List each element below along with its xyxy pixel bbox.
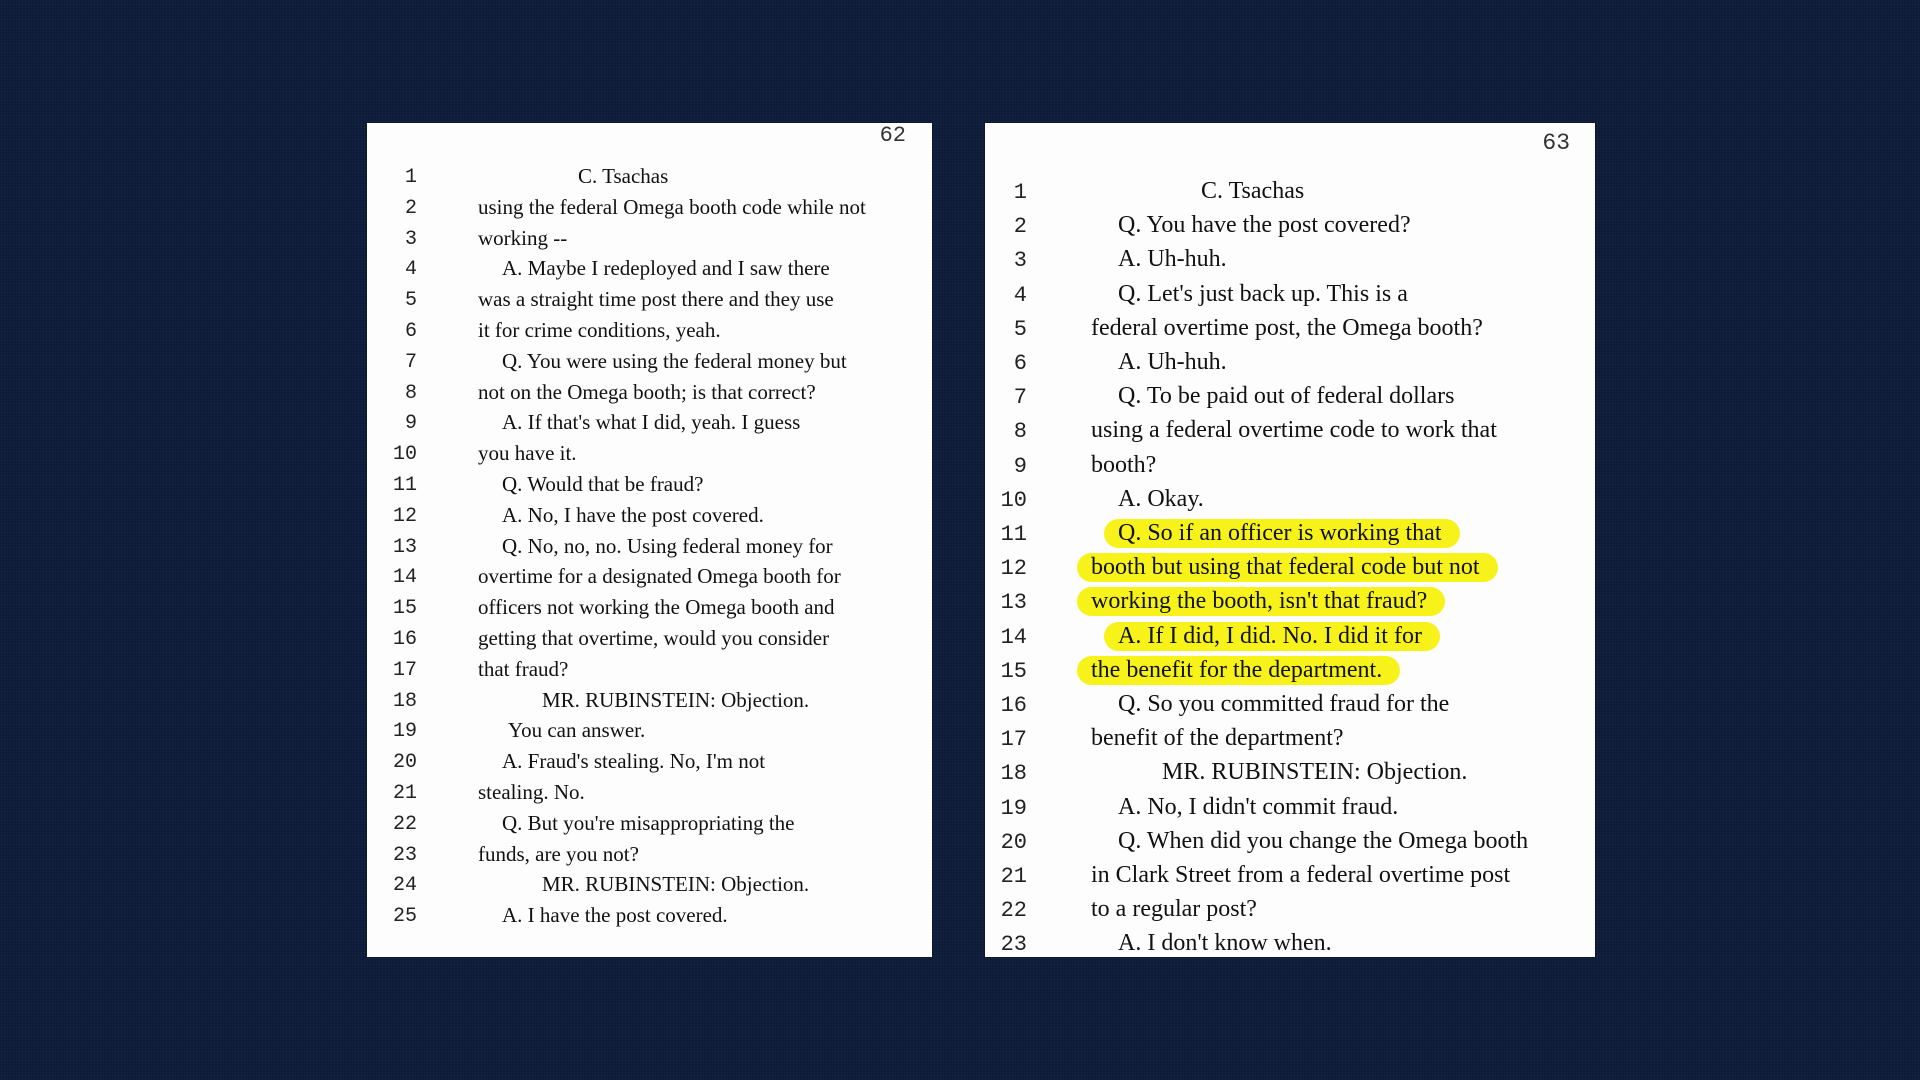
transcript-line	[367, 503, 932, 534]
transcript-line	[367, 688, 932, 719]
line-text	[1091, 930, 1332, 957]
line-number: 20	[1000, 829, 1027, 855]
transcript-line	[367, 287, 932, 318]
line-text	[478, 318, 721, 343]
transcript-line	[367, 226, 932, 257]
line-number: 18	[1000, 761, 1027, 787]
line-text	[478, 780, 585, 805]
text: you have it.	[478, 441, 577, 466]
line-text	[1091, 417, 1497, 444]
transcript-line	[985, 930, 1595, 957]
transcript-line	[367, 811, 932, 842]
transcript-line	[367, 903, 932, 934]
line-number: 1	[1013, 180, 1027, 205]
text: C. Tsachas	[1201, 178, 1305, 204]
text: Q. You were using the federal money but	[502, 348, 847, 373]
line-number: 19	[392, 720, 417, 744]
transcript-line	[985, 486, 1595, 520]
line-text	[478, 503, 764, 528]
line-number: 10	[392, 443, 417, 467]
line-text	[1091, 315, 1483, 342]
transcript-line	[985, 725, 1595, 759]
text: funds, are you not?	[478, 841, 639, 866]
line-text	[1091, 520, 1460, 547]
line-text	[478, 657, 568, 682]
line-number: 7	[404, 350, 417, 374]
line-number: 11	[392, 474, 417, 497]
line-number: 7	[1013, 385, 1027, 411]
transcript-line	[985, 520, 1595, 554]
transcript-line	[985, 383, 1595, 417]
text: not on the Omega booth; is that correct?	[478, 379, 816, 404]
highlighted-text: A. If I did, I did. No. I did it for	[1104, 622, 1440, 651]
text: Q. To be paid out of federal dollars	[1118, 383, 1455, 410]
transcript-line	[985, 349, 1595, 383]
line-number: 22	[392, 812, 417, 836]
text: benefit of the department?	[1091, 725, 1344, 752]
transcript-line	[985, 178, 1595, 212]
text: MR. RUBINSTEIN: Objection.	[1162, 759, 1468, 786]
line-text	[1091, 896, 1257, 923]
transcript-line	[367, 318, 932, 349]
text: in Clark Street from a federal overtime post	[1091, 862, 1511, 888]
line-text	[1091, 178, 1304, 205]
line-number: 4	[1013, 282, 1027, 308]
highlighted-text: Q. So if an officer is working that	[1104, 519, 1460, 548]
line-text	[478, 349, 847, 374]
line-number: 17	[392, 658, 417, 682]
line-text	[1091, 281, 1408, 308]
transcript-page-63	[985, 123, 1595, 957]
line-number: 13	[392, 535, 417, 559]
line-text	[1091, 383, 1454, 410]
text: A. I have the post covered.	[502, 903, 728, 928]
transcript-line	[367, 780, 932, 811]
transcript-line	[985, 315, 1595, 349]
transcript-line	[985, 691, 1595, 725]
text: A. No, I didn't commit fraud.	[1118, 793, 1399, 820]
line-number: 21	[1000, 864, 1027, 889]
text: You can answer.	[508, 718, 646, 743]
text: Q. So you committed fraud for the	[1118, 691, 1450, 717]
line-number: 5	[404, 289, 417, 313]
transcript-line	[367, 626, 932, 657]
line-number: 18	[392, 689, 417, 713]
transcript-line	[367, 749, 932, 780]
text: working --	[478, 225, 568, 250]
text: overtime for a designated Omega booth for	[478, 564, 841, 589]
text: federal overtime post, the Omega booth?	[1091, 314, 1483, 341]
transcript-line	[367, 595, 932, 626]
line-number: 9	[404, 412, 417, 436]
line-number: 24	[392, 874, 417, 898]
text: A. Uh-huh.	[1118, 246, 1227, 273]
line-number: 14	[1000, 624, 1027, 650]
line-text	[478, 410, 800, 435]
line-text	[478, 287, 834, 312]
transcript-line	[985, 246, 1595, 280]
line-text	[1091, 349, 1227, 376]
highlighted-text: the benefit for the department.	[1077, 656, 1400, 685]
transcript-line	[367, 534, 932, 565]
transcript-line	[985, 281, 1595, 315]
line-text	[478, 380, 816, 405]
line-number: 14	[392, 566, 417, 590]
transcript-line	[367, 564, 932, 595]
text: using the federal Omega booth code while not	[478, 194, 866, 219]
line-text	[1091, 554, 1498, 581]
transcript-line	[367, 441, 932, 472]
text: to a regular post?	[1091, 896, 1257, 923]
line-text	[478, 872, 809, 897]
line-text	[1091, 725, 1344, 752]
text: MR. RUBINSTEIN: Objection.	[542, 687, 810, 712]
line-number: 23	[392, 843, 417, 867]
line-text	[478, 226, 567, 251]
line-number: 10	[1000, 487, 1027, 513]
line-text	[1091, 588, 1445, 615]
transcript-line	[367, 256, 932, 287]
line-text	[1091, 212, 1411, 239]
line-number: 1	[404, 166, 417, 189]
page-number: 63	[1542, 130, 1570, 156]
transcript-line	[367, 472, 932, 503]
transcript-line	[985, 623, 1595, 657]
line-number: 12	[392, 504, 417, 528]
line-text	[1091, 623, 1440, 650]
line-text	[478, 595, 835, 620]
line-number: 3	[1013, 248, 1027, 274]
transcript-line	[985, 554, 1595, 588]
text: Q. You have the post covered?	[1118, 212, 1411, 239]
line-number: 13	[1000, 590, 1027, 616]
transcript-line	[367, 718, 932, 749]
page-number: 62	[879, 123, 906, 148]
line-number: 15	[392, 597, 417, 621]
line-text	[478, 718, 645, 743]
line-text	[478, 256, 830, 281]
line-text	[478, 534, 833, 559]
text: A. Maybe I redeployed and I saw there	[502, 256, 830, 281]
text: using a federal overtime code to work that	[1091, 417, 1497, 444]
transcript-line	[985, 417, 1595, 451]
line-text	[478, 472, 703, 497]
transcript-line	[367, 410, 932, 441]
line-text	[478, 626, 829, 651]
line-text	[478, 441, 577, 466]
line-text	[1091, 486, 1204, 513]
text: A. I don't know when.	[1118, 930, 1332, 957]
line-number: 3	[404, 227, 417, 251]
transcript-page-62	[367, 123, 932, 957]
line-text	[1091, 246, 1227, 273]
line-number: 23	[1000, 932, 1027, 957]
text: Q. When did you change the Omega booth	[1118, 827, 1529, 854]
line-number: 21	[392, 782, 417, 805]
text: it for crime conditions, yeah.	[478, 318, 721, 342]
transcript-line	[367, 349, 932, 380]
line-text	[1091, 794, 1398, 821]
text: A. Uh-huh.	[1118, 349, 1227, 375]
text: Q. But you're misappropriating the	[502, 810, 795, 835]
line-text	[478, 564, 841, 589]
text: getting that overtime, would you consider	[478, 626, 830, 650]
line-number: 20	[392, 751, 417, 775]
text: A. Fraud's stealing. No, I'm not	[502, 749, 766, 774]
transcript-line	[985, 759, 1595, 793]
line-number: 8	[404, 381, 417, 405]
line-text	[478, 811, 794, 836]
line-text	[478, 195, 866, 220]
text: A. If that's what I did, yeah. I guess	[502, 410, 801, 435]
text: Q. Let's just back up. This is a	[1118, 280, 1408, 307]
line-text	[478, 688, 809, 713]
line-text	[478, 164, 668, 189]
line-number: 8	[1013, 419, 1027, 445]
line-number: 16	[392, 628, 417, 651]
transcript-line	[367, 872, 932, 903]
line-text	[1091, 657, 1400, 684]
line-text	[1091, 452, 1156, 479]
text: that fraud?	[478, 656, 569, 681]
line-number: 9	[1013, 453, 1027, 479]
text: officers not working the Omega booth and	[478, 595, 835, 620]
line-text	[478, 903, 728, 928]
text: A. No, I have the post covered.	[502, 502, 764, 527]
line-number: 16	[1000, 693, 1027, 718]
line-number: 6	[404, 320, 417, 343]
transcript-line	[985, 588, 1595, 622]
line-number: 22	[1000, 898, 1027, 924]
line-number: 15	[1000, 658, 1027, 684]
line-number: 2	[404, 196, 417, 220]
transcript-line	[985, 657, 1595, 691]
line-number: 4	[404, 258, 417, 282]
transcript-line	[367, 842, 932, 873]
transcript-line	[367, 195, 932, 226]
transcript-line	[985, 862, 1595, 896]
line-number: 17	[1000, 727, 1027, 753]
line-number: 19	[1000, 795, 1027, 821]
line-number: 6	[1013, 351, 1027, 376]
line-text	[1091, 759, 1467, 786]
line-text	[1091, 691, 1449, 718]
transcript-line	[367, 164, 932, 195]
transcript-line	[367, 380, 932, 411]
highlighted-text: working the booth, isn't that fraud?	[1077, 587, 1445, 616]
text: MR. RUBINSTEIN: Objection.	[542, 872, 810, 897]
text: stealing. No.	[478, 780, 585, 804]
line-text	[478, 842, 639, 867]
transcript-line	[985, 794, 1595, 828]
transcript-line	[367, 657, 932, 688]
line-number: 12	[1000, 556, 1027, 582]
line-text	[478, 749, 765, 774]
text: Q. Would that be fraud?	[502, 472, 704, 496]
text: booth?	[1091, 451, 1157, 478]
transcript-line	[985, 828, 1595, 862]
text: was a straight time post there and they use	[478, 287, 834, 312]
line-number: 11	[1000, 522, 1027, 547]
line-number: 5	[1013, 316, 1027, 342]
text: Q. No, no, no. Using federal money for	[502, 533, 833, 558]
line-text	[1091, 828, 1528, 855]
highlighted-text: booth but using that federal code but not	[1077, 553, 1498, 582]
transcript-line	[985, 452, 1595, 486]
line-number: 2	[1013, 214, 1027, 240]
transcript-line	[985, 212, 1595, 246]
line-text	[1091, 862, 1510, 889]
text: A. Okay.	[1118, 485, 1204, 512]
text: C. Tsachas	[578, 164, 669, 188]
line-number: 25	[392, 905, 417, 929]
transcript-line	[985, 896, 1595, 930]
